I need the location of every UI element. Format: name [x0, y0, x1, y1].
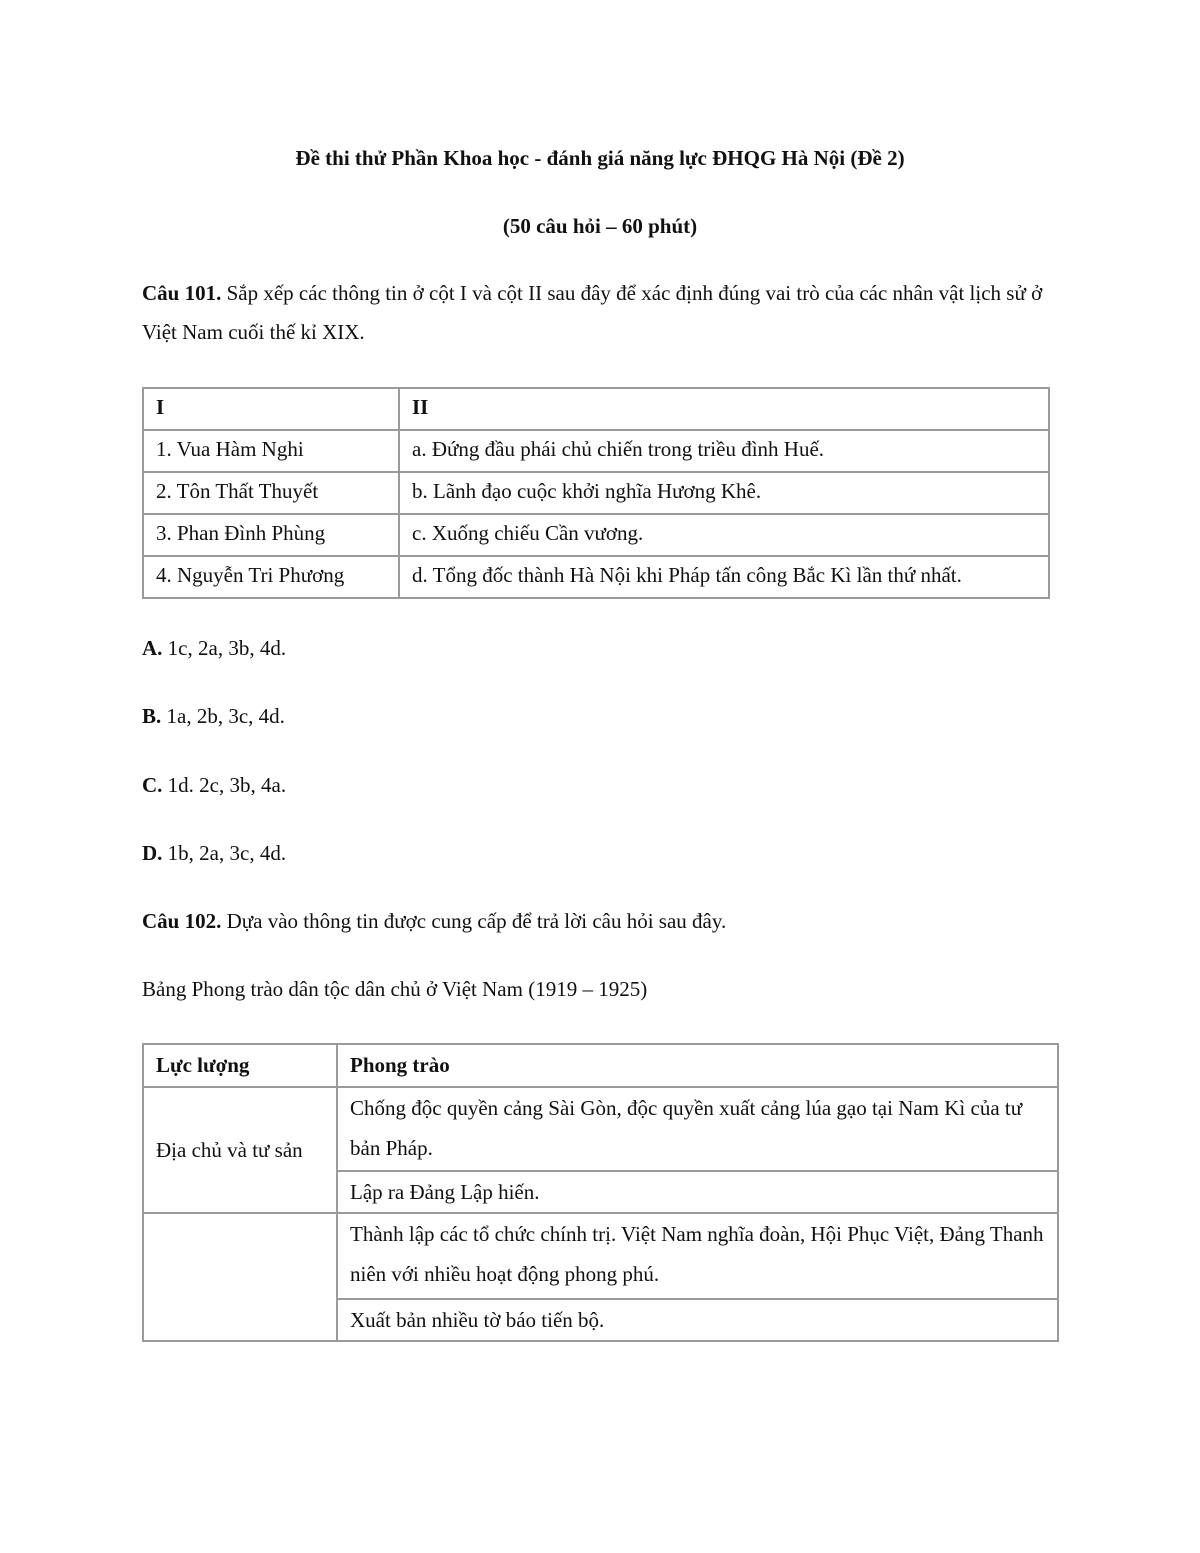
table-header-cell: I [143, 388, 399, 430]
table-row [143, 556, 1049, 598]
option-text: 1d. 2c, 3b, 4a. [162, 773, 287, 797]
table-header-row [143, 388, 1049, 430]
option-text: 1c, 2a, 3b, 4d. [162, 636, 287, 660]
table-cell: a. Đứng đầu phái chủ chiến trong triều đình Huế. [399, 430, 1049, 472]
option-d [142, 841, 286, 866]
option-text: 1b, 2a, 3c, 4d. [162, 841, 287, 865]
question-101-table [142, 387, 1050, 599]
option-b [142, 704, 285, 729]
question-102 [142, 909, 726, 934]
option-letter: B. [142, 704, 162, 728]
document-subtitle: (50 câu hỏi – 60 phút) [502, 214, 698, 238]
table-cell: 1. Vua Hàm Nghi [143, 430, 399, 472]
option-letter: A. [142, 636, 163, 660]
table-cell: Chống độc quyền cảng Sài Gòn, độc quyền xuất cảng lúa gạo tại Nam Kì của tư bản Pháp. [337, 1087, 1058, 1171]
question-102-label: Câu 102. [142, 909, 222, 933]
table-row [143, 514, 1049, 556]
option-text: 1a, 2b, 3c, 4d. [161, 704, 285, 728]
table-cell: b. Lãnh đạo cuộc khởi nghĩa Hương Khê. [399, 472, 1049, 514]
table-cell: Thành lập các tổ chức chính trị. Việt Nam nghĩa đoàn, Hội Phục Việt, Đảng Thanh niên với nhiều hoạt động phong phú. [337, 1213, 1058, 1299]
table-header-cell: Phong trào [337, 1044, 1058, 1087]
option-a [142, 636, 286, 661]
table-cell: c. Xuống chiếu Cần vương. [399, 514, 1049, 556]
table-group-cell: Địa chủ và tư sản [143, 1087, 337, 1213]
table-row [143, 472, 1049, 514]
table-row [143, 430, 1049, 472]
question-102-table [142, 1043, 1059, 1342]
table-header-cell: II [399, 388, 1049, 430]
table-header-row [143, 1044, 1058, 1087]
table-header-cell: Lực lượng [143, 1044, 337, 1087]
option-letter: D. [142, 841, 163, 865]
table-row [143, 1213, 1058, 1299]
question-102-text: Dựa vào thông tin được cung cấp để trả lời câu hỏi sau đây. [221, 909, 727, 933]
document-title: Đề thi thử Phần Khoa học - đánh giá năng lực ĐHQG Hà Nội (Đề 2) [295, 146, 905, 170]
table-cell: 4. Nguyễn Tri Phương [143, 556, 399, 598]
table-cell: 2. Tôn Thất Thuyết [143, 472, 399, 514]
question-101-text: Sắp xếp các thông tin ở cột I và cột II sau đây để xác định đúng vai trò của các nhân vật lịch sử ở Việt Nam cuối thế kỉ XIX. [142, 281, 1043, 344]
table-cell: d. Tổng đốc thành Hà Nội khi Pháp tấn công Bắc Kì lần thứ nhất. [399, 556, 1049, 598]
option-c [142, 773, 286, 798]
table-cell: 3. Phan Đình Phùng [143, 514, 399, 556]
question-101-label: Câu 101. [142, 281, 222, 305]
table-cell: Xuất bản nhiều tờ báo tiến bộ. [337, 1299, 1058, 1341]
option-letter: C. [142, 773, 163, 797]
table-row [143, 1087, 1058, 1171]
table-cell: Lập ra Đảng Lập hiến. [337, 1171, 1058, 1213]
question-101 [142, 274, 1072, 352]
table-group-cell [143, 1213, 337, 1341]
table-caption: Bảng Phong trào dân tộc dân chủ ở Việt Nam (1919 – 1925) [142, 977, 648, 1001]
